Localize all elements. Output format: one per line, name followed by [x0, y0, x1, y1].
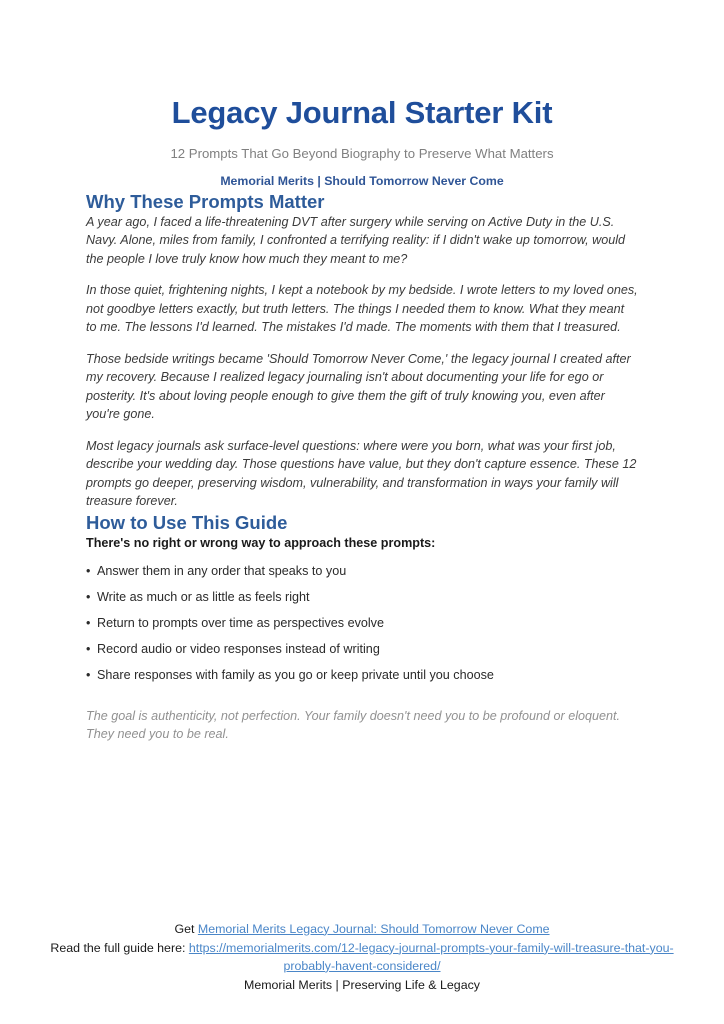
how-closing-note: The goal is authenticity, not perfection. Your family doesn't need you to be profound or eloquent. They need you to be real.: [86, 708, 621, 742]
section-heading-why: Why These Prompts Matter: [86, 190, 325, 212]
guide-url-link[interactable]: https://memorialmerits.com/12-legacy-journal-prompts-your-family-will-treasure-that-you-probably-havent-considered/: [188, 940, 674, 973]
document-subtitle: 12 Prompts That Go Beyond Biography to Preserve What Matters: [170, 145, 554, 161]
section-how-to-use-this-guide: [86, 511, 638, 744]
why-paragraph-1: A year ago, I faced a life-threatening DVT after surgery while serving on Active Duty in the U.S. Navy. Alone, miles from family, I confronted a terrifying reality: if I didn't wake up tomorrow, would the people I love truly know how much they meant to me?: [86, 214, 626, 266]
document-footer: [0, 920, 724, 1024]
why-paragraph-3: Those bedside writings became 'Should Tomorrow Never Come,' the legacy journal I created after my recovery. Because I realized legacy journaling isn't about documenting your life for ego or posterity. It's about loving people enough to give them the gift of truly knowing you, even after you're gone.: [86, 351, 631, 422]
how-lead-in: There's no right or wrong way to approach these prompts:: [86, 536, 436, 551]
footer-guide-line: [48, 939, 676, 975]
section-heading-how: How to Use This Guide: [86, 511, 288, 533]
list-item: • Write as much or as little as feels right: [86, 589, 638, 607]
list-item: • Return to prompts over time as perspectives evolve: [86, 615, 638, 633]
footer-signature: Memorial Merits | Preserving Life & Legacy: [244, 977, 480, 992]
list-item: • Answer them in any order that speaks to you: [86, 563, 638, 581]
how-to-use-bullet-list: [86, 563, 638, 684]
page-whitespace: [0, 744, 724, 920]
list-item: • Share responses with family as you go or keep private until you choose: [86, 667, 638, 685]
section-why-these-prompts-matter: [86, 190, 638, 511]
page-title: Legacy Journal Starter Kit: [171, 95, 553, 130]
document-body: [0, 190, 724, 744]
footer-guide-label: Read the full guide here:: [50, 940, 186, 955]
brand-line: Memorial Merits | Should Tomorrow Never Come: [220, 173, 504, 188]
footer-product-line: [48, 920, 676, 938]
list-item: • Record audio or video responses instead of writing: [86, 641, 638, 659]
why-paragraph-2: In those quiet, frightening nights, I kept a notebook by my bedside. I wrote letters to my loved ones, not goodbye letters exactly, but truth letters. The things I needed them to know. What they meant to me. The lessons I'd learned. The mistakes I'd made. The moments with them that I treasured.: [86, 283, 638, 335]
document-header: [0, 0, 724, 190]
product-link[interactable]: Memorial Merits Legacy Journal: Should Tomorrow Never Come: [197, 921, 550, 936]
footer-get-label: Get: [174, 921, 195, 936]
why-paragraph-4: Most legacy journals ask surface-level questions: where were you born, what was your first job, describe your wedding day. Those questions have value, but they don't capture essence. These 12 prompts go deeper, preserving wisdom, vulnerability, and transformation in ways your family will treasure forever.: [86, 438, 637, 509]
